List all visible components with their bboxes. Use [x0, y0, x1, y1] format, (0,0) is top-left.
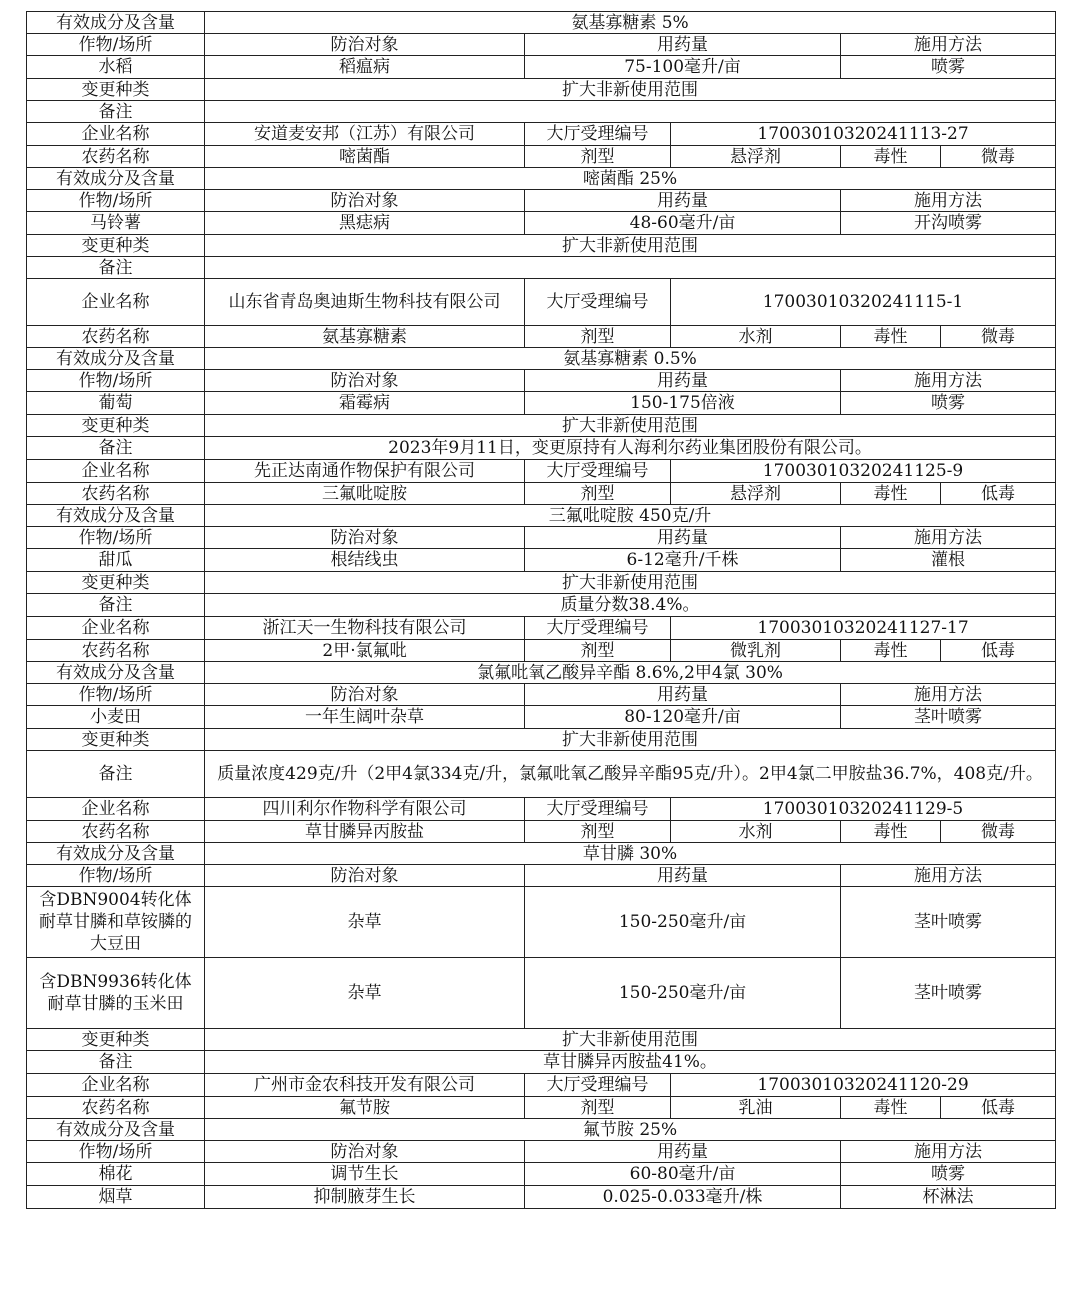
dosage-value: 6-12毫升/千株: [525, 549, 841, 572]
pesticide-label: 农药名称: [27, 821, 205, 843]
crop-site-value: 甜瓜: [27, 549, 205, 572]
toxicity-label: 毒性: [841, 146, 941, 168]
table-row: [27, 415, 1056, 437]
method-header: 施用方法: [841, 1141, 1056, 1163]
target-header: 防治对象: [205, 865, 525, 887]
table-row: [27, 958, 1056, 1029]
table-row: [27, 843, 1056, 865]
target-header: 防治对象: [205, 370, 525, 392]
company-name: 山东省青岛奥迪斯生物科技有限公司: [205, 279, 525, 326]
table-row: [27, 12, 1056, 34]
ingredient-label: 有效成分及含量: [27, 505, 205, 527]
company-label: 企业名称: [27, 123, 205, 146]
crop-site-header: 作物/场所: [27, 370, 205, 392]
remark-label: 备注: [27, 594, 205, 617]
company-label: 企业名称: [27, 1074, 205, 1097]
method-header: 施用方法: [841, 370, 1056, 392]
change-type-value: 扩大非新使用范围: [205, 79, 1056, 101]
target-header: 防治对象: [205, 527, 525, 549]
pesticide-name: 氨基寡糖素: [205, 326, 525, 348]
dosage-value: 0.025-0.033毫升/株: [525, 1186, 841, 1209]
table-row: [27, 1163, 1056, 1186]
table-row: [27, 1186, 1056, 1209]
ingredient-value: 氨基寡糖素 5%: [205, 12, 1056, 34]
target-header: 防治对象: [205, 34, 525, 56]
ingredient-label: 有效成分及含量: [27, 662, 205, 684]
change-type-value: 扩大非新使用范围: [205, 415, 1056, 437]
dosage-header: 用药量: [525, 370, 841, 392]
target-header: 防治对象: [205, 1141, 525, 1163]
hall-no-label: 大厅受理编号: [525, 460, 671, 483]
toxicity-value: 低毒: [941, 640, 1056, 662]
crop-site-value: 小麦田: [27, 706, 205, 729]
table-row: [27, 1074, 1056, 1097]
target-value: 一年生阔叶杂草: [205, 706, 525, 729]
company-label: 企业名称: [27, 460, 205, 483]
formulation-label: 剂型: [525, 1097, 671, 1119]
remark-value: 2023年9月11日，变更原持有人海利尔药业集团股份有限公司。: [205, 437, 1056, 460]
method-value: 喷雾: [841, 392, 1056, 415]
dosage-header: 用药量: [525, 865, 841, 887]
method-value: 杯淋法: [841, 1186, 1056, 1209]
table-row: [27, 235, 1056, 257]
table-row: [27, 56, 1056, 79]
toxicity-label: 毒性: [841, 821, 941, 843]
table-row: [27, 212, 1056, 235]
crop-site-value: 棉花: [27, 1163, 205, 1186]
change-type-value: 扩大非新使用范围: [205, 1029, 1056, 1051]
pesticide-name: 嘧菌酯: [205, 146, 525, 168]
crop-site-header: 作物/场所: [27, 684, 205, 706]
change-type-value: 扩大非新使用范围: [205, 572, 1056, 594]
ingredient-value: 氨基寡糖素 0.5%: [205, 348, 1056, 370]
target-header: 防治对象: [205, 684, 525, 706]
change-type-label: 变更种类: [27, 79, 205, 101]
dosage-value: 150-175倍液: [525, 392, 841, 415]
table-row: [27, 1029, 1056, 1051]
table-row: [27, 483, 1056, 505]
crop-site-value: 含DBN9936转化体耐草甘膦的玉米田: [27, 958, 205, 1029]
hall-no-label: 大厅受理编号: [525, 798, 671, 821]
hall-no-value: 17003010320241115-1: [671, 279, 1056, 326]
change-type-label: 变更种类: [27, 572, 205, 594]
remark-value: 质量浓度429克/升（2甲4氯334克/升，氯氟吡氧乙酸异辛酯95克/升）。2甲4氯二甲胺盐36.7%，408克/升。: [205, 751, 1056, 798]
remark-value: 质量分数38.4%。: [205, 594, 1056, 617]
pesticide-name: 三氟吡啶胺: [205, 483, 525, 505]
table-row: [27, 594, 1056, 617]
toxicity-value: 微毒: [941, 326, 1056, 348]
table-row: [27, 751, 1056, 798]
ingredient-value: 氟节胺 25%: [205, 1119, 1056, 1141]
method-header: 施用方法: [841, 34, 1056, 56]
hall-no-label: 大厅受理编号: [525, 279, 671, 326]
hall-no-value: 17003010320241129-5: [671, 798, 1056, 821]
table-row: [27, 1119, 1056, 1141]
method-header: 施用方法: [841, 684, 1056, 706]
method-value: 喷雾: [841, 1163, 1056, 1186]
pesticide-registration-table: [26, 11, 1056, 1209]
table-row: [27, 123, 1056, 146]
crop-site-value: 含DBN9004转化体耐草甘膦和草铵膦的大豆田: [27, 887, 205, 958]
dosage-value: 150-250毫升/亩: [525, 958, 841, 1029]
company-name: 四川利尔作物科学有限公司: [205, 798, 525, 821]
ingredient-label: 有效成分及含量: [27, 1119, 205, 1141]
method-value: 灌根: [841, 549, 1056, 572]
crop-site-header: 作物/场所: [27, 190, 205, 212]
toxicity-value: 低毒: [941, 483, 1056, 505]
remark-value: [205, 257, 1056, 279]
formulation-value: 悬浮剂: [671, 483, 841, 505]
table-row: [27, 146, 1056, 168]
pesticide-name: 草甘膦异丙胺盐: [205, 821, 525, 843]
crop-site-header: 作物/场所: [27, 34, 205, 56]
pesticide-label: 农药名称: [27, 326, 205, 348]
table-row: [27, 706, 1056, 729]
method-value: 开沟喷雾: [841, 212, 1056, 235]
table-row: [27, 617, 1056, 640]
hall-no-label: 大厅受理编号: [525, 1074, 671, 1097]
table-row: [27, 865, 1056, 887]
table-row: [27, 640, 1056, 662]
table-row: [27, 370, 1056, 392]
remark-label: 备注: [27, 257, 205, 279]
formulation-label: 剂型: [525, 821, 671, 843]
table-row: [27, 326, 1056, 348]
company-name: 安道麦安邦（江苏）有限公司: [205, 123, 525, 146]
table-row: [27, 1141, 1056, 1163]
ingredient-value: 草甘膦 30%: [205, 843, 1056, 865]
ingredient-value: 三氟吡啶胺 450克/升: [205, 505, 1056, 527]
toxicity-label: 毒性: [841, 326, 941, 348]
dosage-value: 75-100毫升/亩: [525, 56, 841, 79]
formulation-label: 剂型: [525, 640, 671, 662]
company-label: 企业名称: [27, 617, 205, 640]
remark-value: 草甘膦异丙胺盐41%。: [205, 1051, 1056, 1074]
table-row: [27, 1097, 1056, 1119]
table-row: [27, 34, 1056, 56]
dosage-value: 80-120毫升/亩: [525, 706, 841, 729]
target-value: 调节生长: [205, 1163, 525, 1186]
table-row: [27, 887, 1056, 958]
table-row: [27, 729, 1056, 751]
crop-site-value: 水稻: [27, 56, 205, 79]
company-name: 广州市金农科技开发有限公司: [205, 1074, 525, 1097]
dosage-value: 48-60毫升/亩: [525, 212, 841, 235]
change-type-label: 变更种类: [27, 1029, 205, 1051]
dosage-value: 150-250毫升/亩: [525, 887, 841, 958]
toxicity-value: 微毒: [941, 821, 1056, 843]
table-row: [27, 821, 1056, 843]
table-row: [27, 392, 1056, 415]
table-row: [27, 437, 1056, 460]
table-row: [27, 348, 1056, 370]
remark-value: [205, 101, 1056, 123]
change-type-value: 扩大非新使用范围: [205, 235, 1056, 257]
hall-no-label: 大厅受理编号: [525, 617, 671, 640]
ingredient-value: 氯氟吡氧乙酸异辛酯 8.6%,2甲4氯 30%: [205, 662, 1056, 684]
table-row: [27, 79, 1056, 101]
hall-no-value: 17003010320241120-29: [671, 1074, 1056, 1097]
change-type-value: 扩大非新使用范围: [205, 729, 1056, 751]
method-header: 施用方法: [841, 865, 1056, 887]
toxicity-value: 低毒: [941, 1097, 1056, 1119]
table-row: [27, 1051, 1056, 1074]
table-row: [27, 798, 1056, 821]
target-value: 稻瘟病: [205, 56, 525, 79]
crop-site-header: 作物/场所: [27, 1141, 205, 1163]
change-type-label: 变更种类: [27, 729, 205, 751]
table-row: [27, 279, 1056, 326]
hall-no-label: 大厅受理编号: [525, 123, 671, 146]
company-name: 浙江天一生物科技有限公司: [205, 617, 525, 640]
method-value: 茎叶喷雾: [841, 958, 1056, 1029]
formulation-value: 悬浮剂: [671, 146, 841, 168]
toxicity-label: 毒性: [841, 483, 941, 505]
pesticide-name: 氟节胺: [205, 1097, 525, 1119]
ingredient-label: 有效成分及含量: [27, 12, 205, 34]
target-value: 根结线虫: [205, 549, 525, 572]
table-row: [27, 549, 1056, 572]
dosage-header: 用药量: [525, 1141, 841, 1163]
hall-no-value: 17003010320241127-17: [671, 617, 1056, 640]
hall-no-value: 17003010320241125-9: [671, 460, 1056, 483]
crop-site-header: 作物/场所: [27, 865, 205, 887]
pesticide-label: 农药名称: [27, 146, 205, 168]
change-type-label: 变更种类: [27, 415, 205, 437]
target-value: 黑痣病: [205, 212, 525, 235]
ingredient-value: 嘧菌酯 25%: [205, 168, 1056, 190]
ingredient-label: 有效成分及含量: [27, 168, 205, 190]
ingredient-label: 有效成分及含量: [27, 843, 205, 865]
formulation-label: 剂型: [525, 146, 671, 168]
formulation-value: 水剂: [671, 821, 841, 843]
table-row: [27, 460, 1056, 483]
company-label: 企业名称: [27, 279, 205, 326]
method-header: 施用方法: [841, 190, 1056, 212]
pesticide-label: 农药名称: [27, 640, 205, 662]
crop-site-header: 作物/场所: [27, 527, 205, 549]
dosage-value: 60-80毫升/亩: [525, 1163, 841, 1186]
toxicity-value: 微毒: [941, 146, 1056, 168]
table-row: [27, 505, 1056, 527]
crop-site-value: 马铃薯: [27, 212, 205, 235]
target-header: 防治对象: [205, 190, 525, 212]
method-value: 喷雾: [841, 56, 1056, 79]
change-type-label: 变更种类: [27, 235, 205, 257]
pesticide-label: 农药名称: [27, 483, 205, 505]
table-row: [27, 572, 1056, 594]
remark-label: 备注: [27, 437, 205, 460]
formulation-value: 微乳剂: [671, 640, 841, 662]
formulation-label: 剂型: [525, 326, 671, 348]
table-row: [27, 662, 1056, 684]
formulation-label: 剂型: [525, 483, 671, 505]
dosage-header: 用药量: [525, 34, 841, 56]
remark-label: 备注: [27, 1051, 205, 1074]
formulation-value: 乳油: [671, 1097, 841, 1119]
method-value: 茎叶喷雾: [841, 706, 1056, 729]
ingredient-label: 有效成分及含量: [27, 348, 205, 370]
target-value: 抑制腋芽生长: [205, 1186, 525, 1209]
pesticide-label: 农药名称: [27, 1097, 205, 1119]
table-row: [27, 257, 1056, 279]
method-header: 施用方法: [841, 527, 1056, 549]
dosage-header: 用药量: [525, 190, 841, 212]
company-label: 企业名称: [27, 798, 205, 821]
table-row: [27, 168, 1056, 190]
target-value: 霜霉病: [205, 392, 525, 415]
pesticide-name: 2甲·氯氟吡: [205, 640, 525, 662]
table-row: [27, 684, 1056, 706]
remark-label: 备注: [27, 751, 205, 798]
formulation-value: 水剂: [671, 326, 841, 348]
crop-site-value: 烟草: [27, 1186, 205, 1209]
dosage-header: 用药量: [525, 684, 841, 706]
table-row: [27, 527, 1056, 549]
target-value: 杂草: [205, 887, 525, 958]
company-name: 先正达南通作物保护有限公司: [205, 460, 525, 483]
toxicity-label: 毒性: [841, 640, 941, 662]
table-row: [27, 190, 1056, 212]
crop-site-value: 葡萄: [27, 392, 205, 415]
target-value: 杂草: [205, 958, 525, 1029]
method-value: 茎叶喷雾: [841, 887, 1056, 958]
hall-no-value: 17003010320241113-27: [671, 123, 1056, 146]
toxicity-label: 毒性: [841, 1097, 941, 1119]
remark-label: 备注: [27, 101, 205, 123]
dosage-header: 用药量: [525, 527, 841, 549]
table-row: [27, 101, 1056, 123]
